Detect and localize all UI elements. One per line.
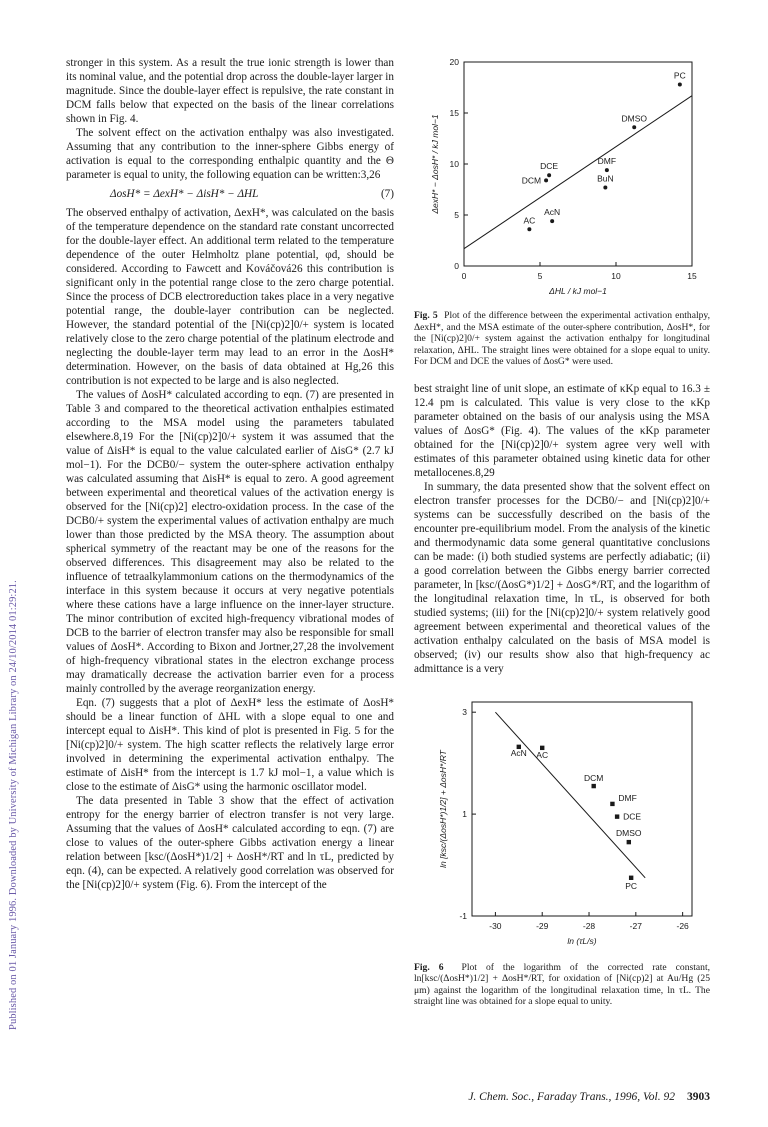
figure-6-chart xyxy=(414,696,710,958)
figure-6 xyxy=(414,696,710,1008)
x-tick-label: -30 xyxy=(489,920,502,931)
data-point xyxy=(678,82,682,86)
y-axis-label: ΔexH* − ΔosH* / kJ mol−1 xyxy=(430,114,440,214)
equation-7 xyxy=(66,187,394,201)
data-point xyxy=(615,814,619,818)
y-tick-label: 3 xyxy=(462,706,467,717)
equation-text: ΔosH* = ΔexH* − ΔisH* − ΔHL xyxy=(110,188,259,200)
right-column xyxy=(414,56,710,1008)
data-point-label: DMF xyxy=(597,156,617,167)
data-point xyxy=(603,185,607,189)
data-point-label: AC xyxy=(523,215,536,226)
figure-6-caption-text: Plot of the logarithm of the corrected rate constant, ln[ksc/(ΔosH*)1/2] + ΔosH*/RT, for oxidation of [Ni(cp)2] at Au/Hg (25 μm) against the logarithm of the longitudinal relaxation time, ln τL. The straight line was obtained for a slope equal to unity. xyxy=(414,961,711,1007)
figure-5-caption-title: Fig. 5 xyxy=(414,310,438,321)
y-tick-label: 1 xyxy=(462,808,467,819)
data-point-label: DCM xyxy=(584,772,604,783)
data-point-label: DCE xyxy=(623,811,642,822)
plot-frame xyxy=(472,702,692,916)
data-point xyxy=(527,227,531,231)
data-point xyxy=(627,839,631,843)
y-tick-label: -1 xyxy=(459,910,467,921)
x-tick-label: 10 xyxy=(611,271,621,281)
y-axis-label: ln [ksc/(ΔosH*)1/2] + ΔosH*/RT xyxy=(438,749,448,868)
data-point-label: PC xyxy=(625,880,638,891)
x-tick-label: 15 xyxy=(687,271,697,281)
data-point-label: AcN xyxy=(510,747,527,758)
data-point xyxy=(605,168,609,172)
figure-6-caption xyxy=(414,962,710,1008)
paragraph: The solvent effect on the activation enthalpy was also investigated. Assuming that any contribution to the inner-sphere Gibbs energy of activation is equal to the corresponding enthalpic quantity and the Θ parameter is equal to unity, the following equation can be written:3,26 xyxy=(66,127,394,181)
x-tick-label: 5 xyxy=(537,271,543,281)
x-axis-label: ln (τL/s) xyxy=(567,935,597,946)
plot-frame xyxy=(464,62,692,266)
x-tick-label: -28 xyxy=(582,920,596,931)
figure-5-caption-text: Plot of the difference between the experimental activation enthalpy, ΔexH*, and the MSA estimate of the outer-sphere contribution, ΔosH*, for the [Ni(cp)2]0/+ system against the activation enthalpy for longitudinal relaxation, ΔHL. The straight lines were obtained for a slope equal to unity. For DCM and DCE the values of ΔosG* were used. xyxy=(414,310,710,367)
data-point xyxy=(610,801,614,805)
data-point xyxy=(629,875,633,879)
y-tick-label: 0 xyxy=(454,261,459,271)
download-watermark-text: Published on 01 January 1996. Downloaded by University of Michigan Library on 24/10/2014 01:29:21. xyxy=(8,580,19,1030)
data-point-label: DMF xyxy=(618,792,637,803)
x-tick-label: -27 xyxy=(629,920,642,931)
page-number: 3903 xyxy=(687,1091,710,1103)
paragraph: Eqn. (7) suggests that a plot of ΔexH* less the estimate of ΔosH* should be a linear function of ΔHL with a slope equal to one and intercept equal to ΔisH*. This kind of plot is presented in Fig. 5 for the [Ni(cp)2]0/+ system. The high scatter reflects the relatively large error involved in determining the experimental activation enthalpy. The estimate of ΔisH* from the intercept is 1.7 kJ mol−1, a value which is close to the estimate of ΔisG* using the harmonic oscillator model. xyxy=(66,697,394,793)
y-tick-label: 5 xyxy=(454,210,459,220)
data-point-label: DMSO xyxy=(621,113,647,124)
equation-number: (7) xyxy=(380,188,394,200)
left-column xyxy=(66,56,394,892)
paragraph: The observed enthalpy of activation, ΔexH*, was calculated on the basis of the temperature dependence on the standard rate constant uncorrected for the double-layer effect. An additional term related to the temperature dependence of the outer Helmholtz plane potential, φd, should be considered. According to Fawcett and Kováčová26 this contribution is significant only in the potential range close to the zero charge potential. Since the process of DCB electroreduction takes place in a very negative potential range, the double-layer contribution can be neglected. However, the standard potential of the [Ni(cp)2]0/+ system is located relatively close to the zero charge potential of the platinum electrode and neglecting the double-layer term may lead to an error in the ΔosH* determination. However, on the basis of data obtained at Hg,26 this contribution is not expected to be large and is also neglected. xyxy=(66,207,394,387)
x-tick-label: 0 xyxy=(461,271,467,281)
figure-6-caption-title: Fig. 6 xyxy=(414,961,444,973)
data-point-label: AcN xyxy=(544,207,561,218)
fit-line xyxy=(464,96,692,249)
data-point-label: AC xyxy=(536,749,549,760)
y-tick-label: 15 xyxy=(449,108,459,118)
figure-5-chart xyxy=(414,56,710,306)
data-point xyxy=(632,125,636,129)
data-point xyxy=(550,219,554,223)
figure-5-caption xyxy=(414,310,710,368)
paragraph: The data presented in Table 3 show that the effect of activation entropy for the energy barrier of electron transfer is not very large. Assuming that the values of ΔosH* calculated according to eqn. (7) are close to values of the outer-sphere Gibbs activation energy a linear relation between [ksc/(ΔosH*)1/2] + ΔosH*/RT and ln τL, predicted by eqn. (4), can be expected. A relatively good correlation was observed for the [Ni(cp)2]0/+ system (Fig. 6). From the intercept of the xyxy=(66,795,394,891)
x-tick-label: -29 xyxy=(536,920,549,931)
data-point-label: DCM xyxy=(521,175,542,186)
paragraph: The values of ΔosH* calculated according to eqn. (7) are presented in Table 3 and compared to the theoretical activation enthalpies estimated according to the MSA model using the parameters tabulated elsewhere.8,19 For the [Ni(cp)2]0/+ system it was assumed that the value of ΔisH* is equal to the value calculated earlier of ΔisG* (2.7 kJ mol−1). For the DCB0/− system the outer-sphere activation enthalpy was calculated assuming that ΔisH* is equal to zero. A good agreement between experimental and theoretical values of the activation energy is observed for the [Ni(cp)2] electro-oxidation process. In the case of the DCB0/+ system the experimental values of activation enthalpy are much lower than those predicted by the MSA theory. The assumption about spherical symmetry of the reactant may be one of the reasons for the observed differences. This disagreement may also be related to the influence of tetraalkylammonium cations on the thermodynamics of the interface in this system because it occurs at very negative potentials where these cations have a large influence on the inner-layer structure. The minor contribution of excited high-frequency vibrational modes of DCB to the barrier of electron transfer may also be responsible for small values of ΔosH*. According to Bixon and Jortner,27,28 the involvement of high-frequency vibrational states in the electron exchange process may dramatically decrease the activation barrier even for a process mainly controlled by the average reorganization energy. xyxy=(66,389,394,695)
journal-citation: J. Chem. Soc., Faraday Trans., 1996, Vol. 92 xyxy=(468,1091,675,1103)
page-footer xyxy=(456,1091,710,1103)
x-tick-label: -26 xyxy=(676,920,689,931)
data-point-label: BuN xyxy=(597,173,614,184)
figure-5 xyxy=(414,56,710,368)
paragraph: In summary, the data presented show that the solvent effect on electron transfer processes for the DCB0/− and [Ni(cp)2]0/+ systems can be successfully described on the basis of the encounter pre-equilibrium model. From the analysis of the kinetic and thermodynamic data some general quantitative conclusions can be made: (i) both studied systems are perfectly adiabatic; (ii) a good correlation between the Gibbs energy barrier corrected parameter, ln [ksc/(ΔosG*)1/2] + ΔosG*/RT, and the logarithm of the longitudinal relaxation time, ln τL, is observed for both studied systems; (iii) for the [Ni(cp)2]0/+ system relatively good agreement between experimental and theoretical values of the activation enthalpy calculated on the basis of MSA model is observed; (iv) our results show also that high-frequency ac admittance is a very xyxy=(414,480,710,675)
y-tick-label: 20 xyxy=(449,57,459,67)
data-point-label: DCE xyxy=(540,161,559,172)
data-point xyxy=(592,783,596,787)
download-watermark xyxy=(6,170,20,1070)
data-point xyxy=(547,173,551,177)
data-point-label: DMSO xyxy=(616,827,642,838)
paragraph: stronger in this system. As a result the true ionic strength is lower than its nominal value, and the potential drop across the double-layer larger in magnitude. Since the double-layer effect is repulsive, the rate constant in DCM falls below that expected on the basis of the linear correlations shown in Fig. 4. xyxy=(66,57,394,125)
paragraph: best straight line of unit slope, an estimate of κKp equal to 16.3 ± 12.4 pm is calculated. This value is very close to the κKp parameter obtained on the basis of our analysis using the MSA values of ΔosG* (Fig. 4). The values of the κKp parameter obtained for the [Ni(cp)2]0/+ system agree very well with estimates of this parameter obtained using kinetic data for other metallocenes.8,29 xyxy=(414,382,710,479)
y-tick-label: 10 xyxy=(449,159,459,169)
x-axis-label: ΔHL / kJ mol−1 xyxy=(549,286,607,296)
data-point xyxy=(544,178,548,182)
data-point-label: PC xyxy=(673,70,686,81)
